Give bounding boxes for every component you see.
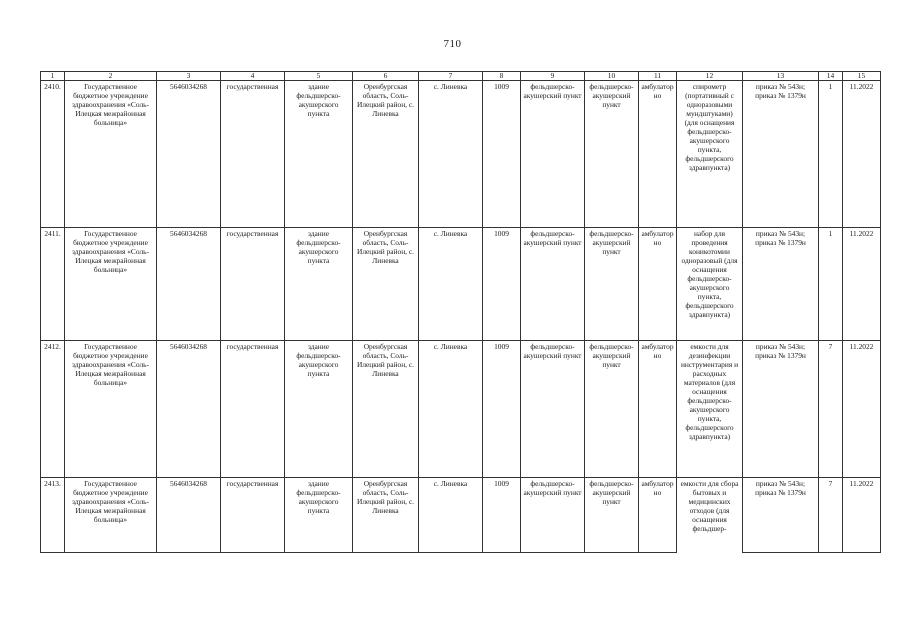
subdivision-cell: фельдшерско-акушерский пункт	[585, 341, 639, 478]
building-cell: здание фельдшерско-акушерского пункта	[285, 228, 353, 341]
inn-cell: 5646034268	[157, 478, 221, 553]
table-row	[41, 341, 881, 478]
row-number: 2410.	[41, 81, 65, 228]
col-header: 6	[353, 72, 419, 81]
building-cell: здание фельдшерско-акушерского пункта	[285, 478, 353, 553]
orders-cell: приказ № 543н; приказ № 1379н	[743, 478, 819, 553]
equipment-cell: емкости для сбора бытовых и медицинских отходов (для оснащения фельдшер-	[677, 478, 743, 553]
organization-name: Государственное бюджетное учреждение здравоохранения «Соль-Илецкая межрайонная больница»	[65, 228, 157, 341]
population-cell: 1009	[483, 478, 521, 553]
page-number: 710	[443, 38, 462, 50]
address-cell: Оренбургская область, Соль-Илецкий район, с. Линевка	[353, 478, 419, 553]
subdivision-cell: фельдшерско-акушерский пункт	[585, 228, 639, 341]
col-header: 8	[483, 72, 521, 81]
equipment-cell: спирометр (портативный с одноразовыми мундштуками) (для оснащения фельдшерско-акушерского пункта, фельдшерского здравпункта)	[677, 81, 743, 228]
ownership-cell: государственная	[221, 81, 285, 228]
population-cell: 1009	[483, 228, 521, 341]
equipment-cell: набор для проведения коникотомии одноразовый (для оснащения фельдшерско-акушерского пункта, фельдшерского здравпункта)	[677, 228, 743, 341]
col-header: 14	[819, 72, 843, 81]
address-cell: Оренбургская область, Соль-Илецкий район, с. Линевка	[353, 228, 419, 341]
col-header: 1	[41, 72, 65, 81]
col-header: 15	[843, 72, 881, 81]
date-cell: 11.2022	[843, 81, 881, 228]
table-row	[41, 228, 881, 341]
col-header: 11	[639, 72, 677, 81]
subdivision-cell: фельдшерско-акушерский пункт	[585, 81, 639, 228]
equipment-cell: емкости для дезинфекции инструментария и расходных материалов (для оснащения фельдшерско-акушерского пункта, фельдшерского здравпункта)	[677, 341, 743, 478]
care-type-cell: амбулаторно	[639, 341, 677, 478]
organization-name: Государственное бюджетное учреждение здравоохранения «Соль-Илецкая межрайонная больница»	[65, 478, 157, 553]
settlement-cell: с. Линевка	[419, 81, 483, 228]
facility-type-cell: фельдшерско-акушерский пункт	[521, 341, 585, 478]
row-number: 2413.	[41, 478, 65, 553]
col-header: 7	[419, 72, 483, 81]
col-header: 2	[65, 72, 157, 81]
settlement-cell: с. Линевка	[419, 478, 483, 553]
facility-type-cell: фельдшерско-акушерский пункт	[521, 478, 585, 553]
population-cell: 1009	[483, 341, 521, 478]
orders-cell: приказ № 543н; приказ № 1379н	[743, 228, 819, 341]
inn-cell: 5646034268	[157, 228, 221, 341]
quantity-cell: 7	[819, 478, 843, 553]
facility-type-cell: фельдшерско-акушерский пункт	[521, 228, 585, 341]
col-header: 10	[585, 72, 639, 81]
table-row	[41, 478, 881, 553]
header-row	[41, 72, 881, 81]
col-header: 4	[221, 72, 285, 81]
inn-cell: 5646034268	[157, 341, 221, 478]
settlement-cell: с. Линевка	[419, 341, 483, 478]
col-header: 13	[743, 72, 819, 81]
organization-name: Государственное бюджетное учреждение здравоохранения «Соль-Илецкая межрайонная больница»	[65, 81, 157, 228]
address-cell: Оренбургская область, Соль-Илецкий район, с. Линевка	[353, 81, 419, 228]
registry-table	[40, 71, 881, 553]
col-header: 3	[157, 72, 221, 81]
facility-type-cell: фельдшерско-акушерский пункт	[521, 81, 585, 228]
care-type-cell: амбулаторно	[639, 228, 677, 341]
settlement-cell: с. Линевка	[419, 228, 483, 341]
building-cell: здание фельдшерско-акушерского пункта	[285, 341, 353, 478]
ownership-cell: государственная	[221, 341, 285, 478]
quantity-cell: 7	[819, 341, 843, 478]
inn-cell: 5646034268	[157, 81, 221, 228]
quantity-cell: 1	[819, 228, 843, 341]
orders-cell: приказ № 543н; приказ № 1379н	[743, 81, 819, 228]
population-cell: 1009	[483, 81, 521, 228]
building-cell: здание фельдшерско-акушерского пункта	[285, 81, 353, 228]
address-cell: Оренбургская область, Соль-Илецкий район, с. Линевка	[353, 341, 419, 478]
date-cell: 11.2022	[843, 341, 881, 478]
table-row	[41, 81, 881, 228]
organization-name: Государственное бюджетное учреждение здравоохранения «Соль-Илецкая межрайонная больница»	[65, 341, 157, 478]
col-header: 12	[677, 72, 743, 81]
care-type-cell: амбулаторно	[639, 81, 677, 228]
row-number: 2412.	[41, 341, 65, 478]
ownership-cell: государственная	[221, 228, 285, 341]
row-number: 2411.	[41, 228, 65, 341]
col-header: 9	[521, 72, 585, 81]
quantity-cell: 1	[819, 81, 843, 228]
care-type-cell: амбулаторно	[639, 478, 677, 553]
date-cell: 11.2022	[843, 478, 881, 553]
ownership-cell: государственная	[221, 478, 285, 553]
subdivision-cell: фельдшерско-акушерский пункт	[585, 478, 639, 553]
col-header: 5	[285, 72, 353, 81]
orders-cell: приказ № 543н; приказ № 1379н	[743, 341, 819, 478]
date-cell: 11.2022	[843, 228, 881, 341]
